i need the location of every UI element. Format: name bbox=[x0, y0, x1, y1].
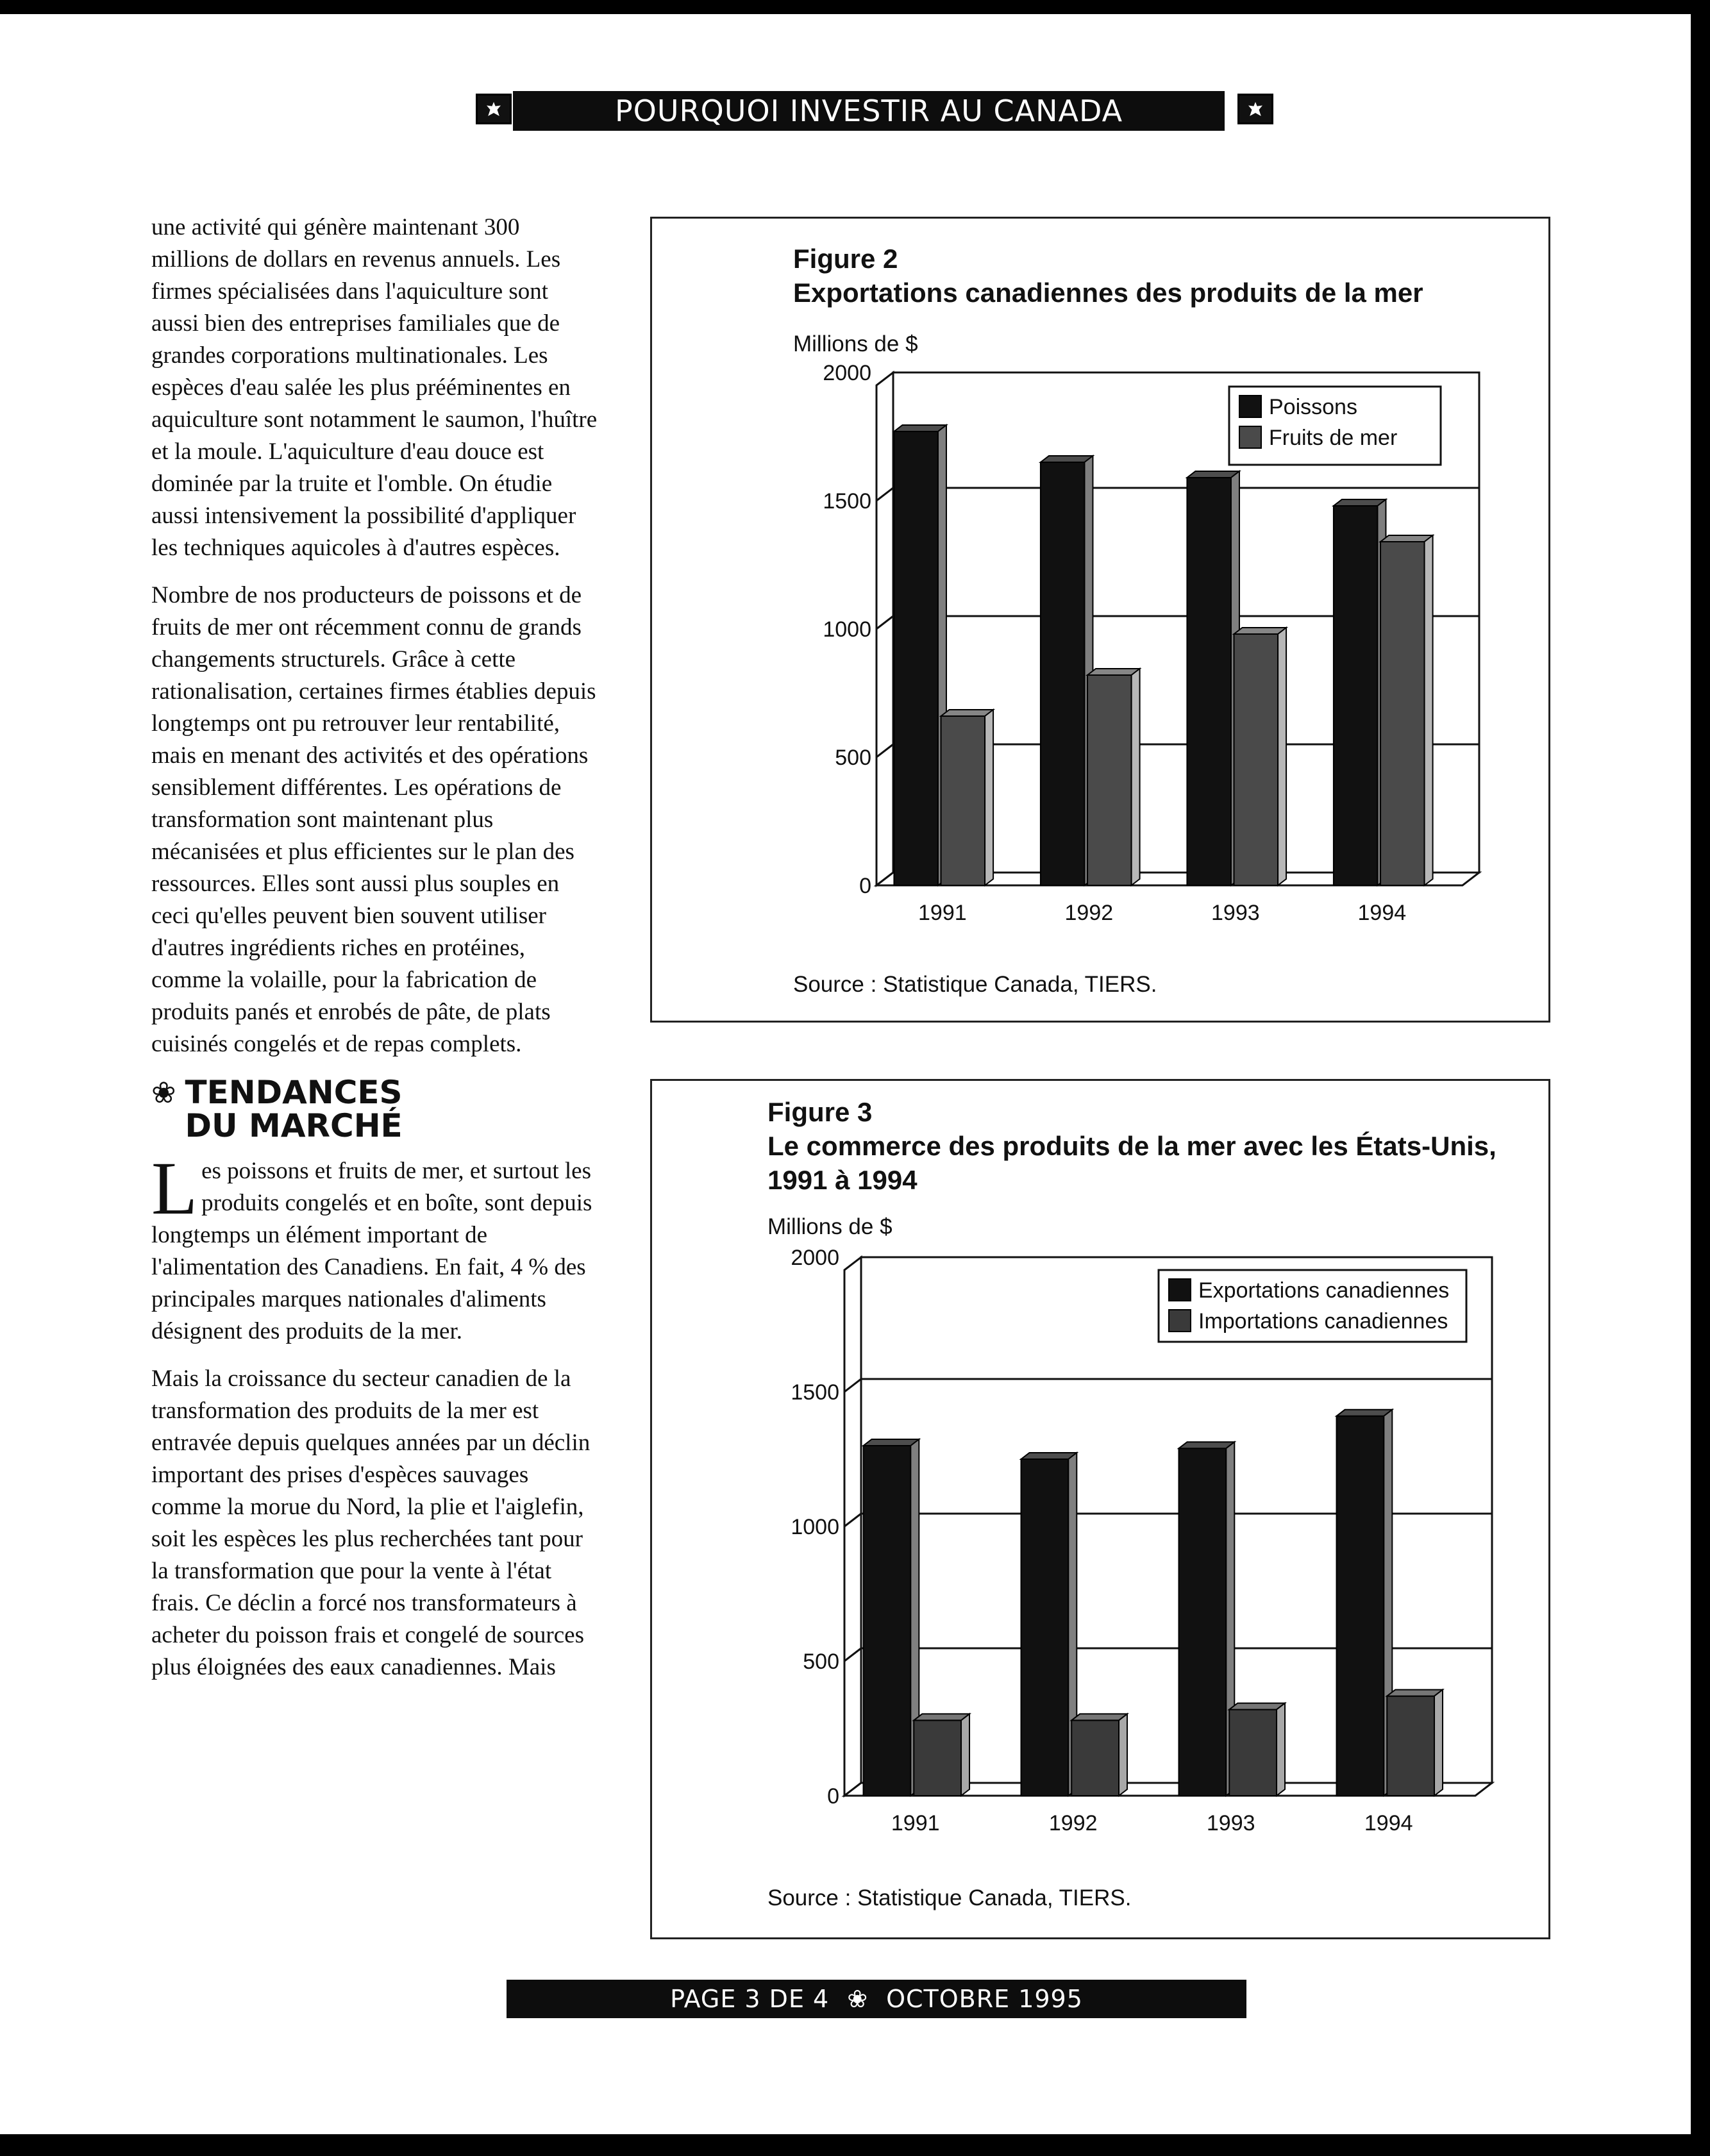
bar-chart bbox=[665, 360, 1524, 937]
figure-2 bbox=[650, 217, 1550, 1023]
bar-top bbox=[1229, 1703, 1285, 1710]
bar-side bbox=[1119, 1714, 1127, 1796]
figure-label: Figure 2 bbox=[793, 244, 898, 274]
bar-top bbox=[1337, 1410, 1393, 1416]
page-border-top bbox=[0, 0, 1710, 14]
bar bbox=[1179, 1448, 1227, 1796]
bar-top bbox=[864, 1439, 919, 1446]
paragraph: Mais la croissance du secteur canadien de la transformation des produits de la mer est entravée depuis quelques années par un déclin important des prises d'espèces sauvages comme la morue du Nord, la plie et l'aiglefin, soit les espèces les plus recherchées tant pour la transformation que pour la vente à l'état frais. Ce déclin a forcé nos transformateurs à acheter du poisson frais et congelé de sources plus éloignées des eaux canadiennes. Mais bbox=[151, 1366, 591, 1680]
bar bbox=[914, 1720, 961, 1796]
maple-leaf-icon: ❀ bbox=[151, 1075, 176, 1110]
y-tick-label: 0 bbox=[827, 1784, 839, 1809]
y-tick-label: 500 bbox=[835, 746, 871, 770]
bar-side bbox=[1434, 1690, 1443, 1796]
footer-date: OCTOBRE 1995 bbox=[886, 1985, 1083, 2013]
bar-top bbox=[914, 1714, 969, 1720]
y-axis-unit-label: Millions de $ bbox=[767, 1214, 893, 1239]
section-heading-line: TENDANCES bbox=[185, 1074, 403, 1111]
bar bbox=[1187, 478, 1231, 885]
bar bbox=[1234, 634, 1278, 885]
figure-3 bbox=[650, 1079, 1550, 1939]
bar bbox=[1041, 462, 1085, 885]
figure-title: Exportations canadiennes des produits de la mer bbox=[793, 278, 1423, 308]
section-heading bbox=[151, 1076, 600, 1142]
y-axis-unit-label: Millions de $ bbox=[793, 331, 918, 356]
x-tick-label: 1994 bbox=[1364, 1811, 1413, 1835]
section-heading-line: DU MARCHÉ bbox=[185, 1107, 403, 1144]
bar bbox=[1071, 1720, 1119, 1796]
paragraph: Nombre de nos producteurs de poissons et de fruits de mer ont récemment connu de grands changements structurels. Grâce à cette rationalisation, certaines firmes établies depuis longtemps ont pu retrouver leur rentabilité, mais en menant des activités et des opérations sensiblement différentes. Les opérations de transformation sont maintenant plus mécanisées et plus efficientes sur le plan des ressources. Elles sont aussi plus souples en ceci qu'elles peuvent bien souvent utiliser d'autres ingrédients riches en protéines, comme la volaille, pour la fabrication de produits panés et enrobés de pâte, de plats cuisinés congelés et de repas complets. bbox=[151, 582, 596, 1057]
x-tick-label: 1992 bbox=[1064, 901, 1114, 925]
page-header bbox=[513, 91, 1225, 131]
bar-side bbox=[1278, 628, 1286, 885]
legend-swatch bbox=[1239, 396, 1261, 417]
x-tick-label: 1991 bbox=[891, 1811, 940, 1835]
bar bbox=[864, 1446, 911, 1796]
y-tick-label: 1500 bbox=[791, 1380, 839, 1405]
paragraph-text: es poissons et fruits de mer, et surtout les produits congelés et en boîte, sont depuis longtemps un élément important de l'alimentation des Canadiens. En fait, 4 % des principales marques nationales d'aliments désignent des produits de la mer. bbox=[151, 1158, 592, 1344]
bar-side bbox=[1425, 535, 1433, 885]
bar bbox=[1229, 1710, 1277, 1796]
header-title: POURQUOI INVESTIR AU CANADA bbox=[614, 94, 1123, 128]
plot-side-wall bbox=[844, 1257, 861, 1796]
y-tick-label: 500 bbox=[803, 1650, 839, 1674]
x-tick-label: 1992 bbox=[1048, 1811, 1098, 1835]
source-note: Source : Statistique Canada, TIERS. bbox=[767, 1885, 1132, 1910]
paragraph: une activité qui génère maintenant 300 millions de dollars en revenus annuels. Les firmes spécialisées dans l'aquiculture sont aussi bien des entreprises familiales que de grandes corporations multinationales. Les espèces d'eau salée les plus prééminentes en aquiculture sont notamment le saumon, l'huître et la moule. L'aquiculture d'eau douce est dominée par la truite et l'omble. On étudie aussi intensivement la possibilité d'appliquer les techniques aquicoles à d'autres espèces. bbox=[151, 214, 598, 561]
figure-label: Figure 3 bbox=[767, 1097, 873, 1127]
bar bbox=[1387, 1696, 1434, 1796]
y-tick-label: 1500 bbox=[823, 489, 871, 514]
bar bbox=[941, 716, 985, 885]
legend-label: Poissons bbox=[1269, 395, 1357, 419]
y-tick-label: 0 bbox=[859, 874, 871, 898]
legend-swatch bbox=[1239, 426, 1261, 448]
source-note: Source : Statistique Canada, TIERS. bbox=[793, 972, 1157, 997]
x-tick-label: 1993 bbox=[1211, 901, 1260, 925]
bar bbox=[1334, 506, 1378, 885]
x-tick-label: 1994 bbox=[1357, 901, 1407, 925]
legend-swatch bbox=[1169, 1279, 1191, 1301]
bar-side bbox=[1132, 669, 1140, 885]
y-tick-label: 2000 bbox=[791, 1246, 839, 1270]
page-footer bbox=[507, 1980, 1246, 2018]
canada-flag-icon bbox=[476, 94, 512, 124]
legend-label: Exportations canadiennes bbox=[1198, 1278, 1450, 1303]
bar-chart bbox=[665, 1244, 1524, 1847]
canada-flag-icon bbox=[1237, 94, 1273, 124]
bar-side bbox=[985, 710, 993, 885]
bar-top bbox=[1071, 1714, 1127, 1720]
drop-cap: L bbox=[151, 1146, 198, 1230]
bar-top bbox=[1021, 1453, 1077, 1459]
bar-top bbox=[1179, 1442, 1235, 1448]
y-tick-label: 1000 bbox=[823, 617, 871, 642]
bar-top bbox=[1387, 1690, 1443, 1696]
y-tick-label: 2000 bbox=[823, 361, 871, 385]
page-border-right bbox=[1691, 0, 1710, 2156]
bar-side bbox=[961, 1714, 969, 1796]
maple-leaf-icon: ❀ bbox=[847, 1985, 869, 2013]
bar bbox=[1087, 675, 1132, 885]
page-border-bottom bbox=[0, 2134, 1710, 2156]
footer-page: PAGE 3 DE 4 bbox=[670, 1985, 830, 2013]
figure-title: Le commerce des produits de la mer avec les États-Unis, 1991 à 1994 bbox=[767, 1131, 1496, 1195]
paragraph bbox=[151, 1146, 600, 1348]
legend-label: Importations canadiennes bbox=[1198, 1309, 1448, 1333]
bar bbox=[1380, 542, 1425, 885]
bar bbox=[894, 431, 938, 885]
plot-side-wall bbox=[876, 372, 893, 885]
bar-side bbox=[1277, 1703, 1285, 1796]
x-tick-label: 1991 bbox=[918, 901, 967, 925]
bar bbox=[1337, 1416, 1384, 1796]
legend-label: Fruits de mer bbox=[1269, 426, 1398, 450]
y-tick-label: 1000 bbox=[791, 1515, 839, 1539]
legend-swatch bbox=[1169, 1310, 1191, 1332]
bar bbox=[1021, 1459, 1069, 1796]
body-column bbox=[151, 212, 600, 1699]
x-tick-label: 1993 bbox=[1206, 1811, 1255, 1835]
